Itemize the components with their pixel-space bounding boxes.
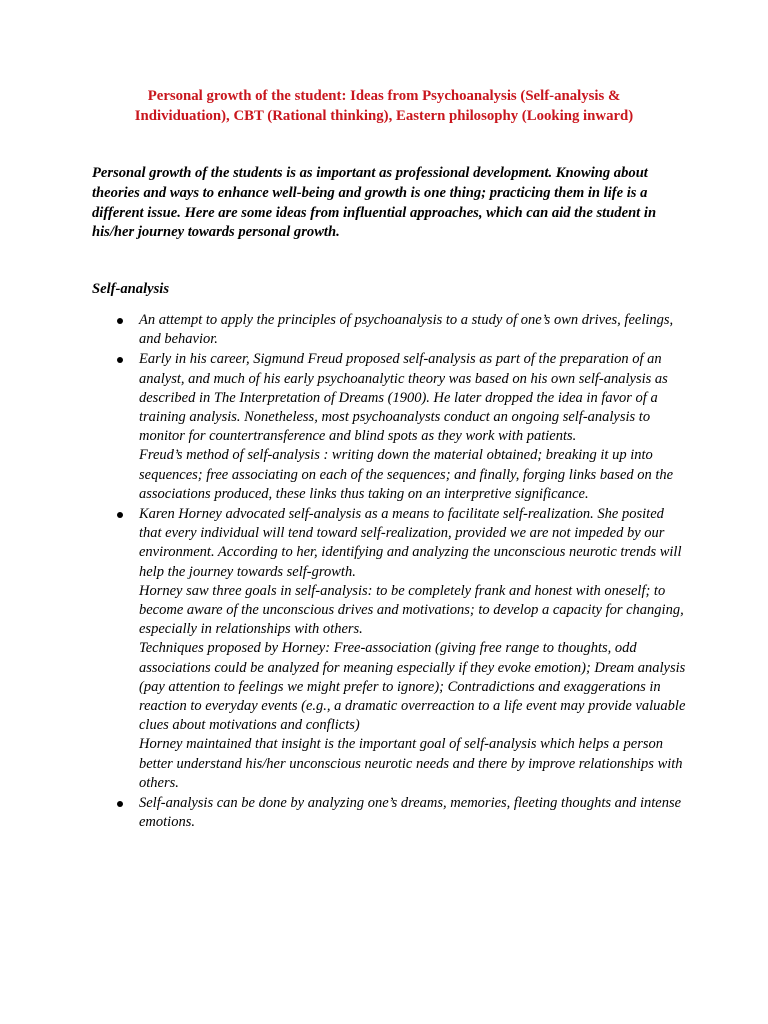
bullet-paragraph: Techniques proposed by Horney: Free-association (giving free range to thoughts, odd associations could be analyzed for meaning especially if they evoke emotion); Dream analysis (pay attention to feelings we might prefer to ignore); Contradictions and exaggerations in reaction to everyday events (e.g., a dramatic overreaction to a life event may provide valuable clues about motivations and conflicts) [139, 640, 686, 734]
bullet-icon [117, 318, 123, 324]
bullet-paragraph: Karen Horney advocated self-analysis as a means to facilitate self-realization. She posited that every individual will tend toward self-realization, provided we are not impeded by our environment. According to her, identifying and analyzing the unconscious neurotic trends will help the journey towards self-growth. [139, 506, 682, 580]
document-title: Personal growth of the student: Ideas from Psychoanalysis (Self-analysis & Individuation), CBT (Rational thinking), Eastern philosophy (Looking inward) [134, 88, 634, 124]
bullet-item-4 [0, 794, 687, 832]
bullet-item-2 [0, 350, 687, 504]
bullet-icon [117, 801, 123, 807]
bullet-list [0, 311, 768, 833]
bullet-icon [117, 357, 123, 363]
section-heading-self-analysis: Self-analysis [92, 281, 170, 297]
bullet-paragraph: Self-analysis can be done by analyzing one’s dreams, memories, fleeting thoughts and intense emotions. [139, 795, 682, 831]
bullet-paragraph: Horney maintained that insight is the important goal of self-analysis which helps a person better understand his/her unconscious neurotic needs and there by improve relationships with others. [139, 736, 683, 791]
bullet-item-3 [0, 505, 687, 793]
bullet-paragraph: An attempt to apply the principles of psychoanalysis to a study of one’s own drives, feelings, and behavior. [139, 312, 674, 348]
bullet-paragraph: Early in his career, Sigmund Freud proposed self-analysis as part of the preparation of an analyst, and much of his early psychoanalytic theory was based on his own self-analysis as described in The Interpretation of Dreams (1900). He later dropped the idea in favor of a training analysis. Nonetheless, most psychoanalysts conduct an ongoing self-analysis to monitor for countertransference and blind spots as they work with patients. [139, 351, 668, 445]
bullet-icon [117, 512, 123, 518]
bullet-paragraph: Freud’s method of self-analysis : writing down the material obtained; breaking it up into sequences; free associating on each of the sequences; and finally, forging links based on the associations produced, these links thus taking on an interpretive significance. [139, 447, 674, 502]
bullet-paragraph: Horney saw three goals in self-analysis: to be completely frank and honest with oneself; to become aware of the unconscious drives and motivations; to develop a capacity for changing, especially in relationships with others. [139, 582, 684, 638]
bullet-item-1 [0, 311, 687, 349]
intro-paragraph: Personal growth of the students is as important as professional development. Knowing about theories and ways to enhance well-being and growth is one thing; practicing them in life is a different issue. Here are some ideas from influential approaches, which can aid the student in his/her journey towards personal growth. [92, 165, 657, 241]
